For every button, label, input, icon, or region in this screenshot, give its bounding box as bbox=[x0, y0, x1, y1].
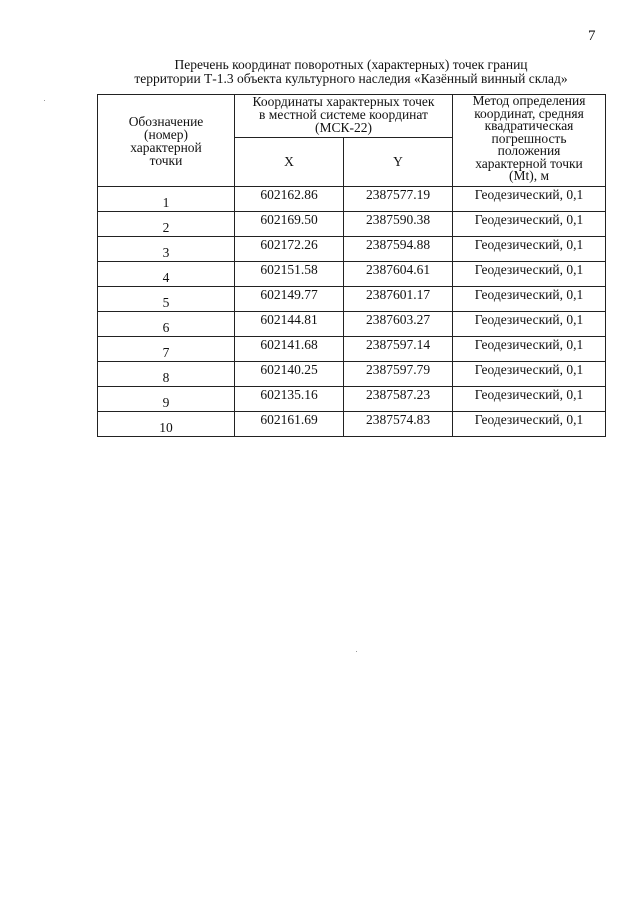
cell-method: Геодезический, 0,1 bbox=[453, 187, 606, 212]
cell-point-number: 4 bbox=[98, 262, 235, 287]
cell-method: Геодезический, 0,1 bbox=[453, 362, 606, 387]
table-row bbox=[98, 412, 606, 437]
cell-x: 602151.58 bbox=[235, 262, 344, 287]
scan-speck bbox=[356, 651, 357, 652]
cell-method: Геодезический, 0,1 bbox=[453, 337, 606, 362]
table-row bbox=[98, 337, 606, 362]
cell-y: 2387574.83 bbox=[344, 412, 453, 437]
header-num-line: характерной bbox=[130, 139, 202, 155]
cell-method: Геодезический, 0,1 bbox=[453, 312, 606, 337]
table-row bbox=[98, 312, 606, 337]
cell-point-number: 2 bbox=[98, 212, 235, 237]
header-method bbox=[453, 95, 606, 187]
cell-point-number: 8 bbox=[98, 362, 235, 387]
cell-y: 2387601.17 bbox=[344, 287, 453, 312]
table-row bbox=[98, 187, 606, 212]
header-method-line: координат, средняя bbox=[474, 105, 584, 121]
cell-method: Геодезический, 0,1 bbox=[453, 387, 606, 412]
cell-y: 2387577.19 bbox=[344, 187, 453, 212]
cell-x: 602140.25 bbox=[235, 362, 344, 387]
cell-x: 602141.68 bbox=[235, 337, 344, 362]
header-coords-line: (МСК-22) bbox=[315, 120, 372, 135]
header-num-line: (номер) bbox=[144, 126, 188, 142]
cell-method: Геодезический, 0,1 bbox=[453, 237, 606, 262]
header-num-line: точки bbox=[149, 152, 183, 168]
header-num-line: Обозначение bbox=[128, 113, 204, 129]
document-title bbox=[96, 58, 606, 86]
cell-x: 602161.69 bbox=[235, 412, 344, 437]
cell-y: 2387604.61 bbox=[344, 262, 453, 287]
cell-y: 2387590.38 bbox=[344, 212, 453, 237]
header-method-line: (Mt), м bbox=[508, 168, 550, 183]
cell-x: 602144.81 bbox=[235, 312, 344, 337]
header-method-line: квадратическая bbox=[484, 118, 574, 133]
cell-point-number: 3 bbox=[98, 237, 235, 262]
table-row bbox=[98, 287, 606, 312]
header-method-line: Метод определения bbox=[472, 93, 586, 108]
header-row-1 bbox=[98, 95, 606, 138]
header-method-line: характерной точки bbox=[475, 155, 583, 171]
header-y: Y bbox=[344, 138, 453, 187]
header-coords-line: Координаты характерных точек bbox=[252, 94, 435, 109]
cell-method: Геодезический, 0,1 bbox=[453, 412, 606, 437]
cell-x: 602162.86 bbox=[235, 187, 344, 212]
header-x: X bbox=[235, 138, 344, 187]
header-method-line: погрешность bbox=[491, 130, 567, 146]
table-row bbox=[98, 237, 606, 262]
cell-x: 602169.50 bbox=[235, 212, 344, 237]
header-method-line: положения bbox=[497, 143, 561, 158]
cell-y: 2387587.23 bbox=[344, 387, 453, 412]
header-coords-line: в местной системе координат bbox=[259, 107, 428, 122]
cell-point-number: 6 bbox=[98, 312, 235, 337]
cell-method: Геодезический, 0,1 bbox=[453, 262, 606, 287]
cell-y: 2387597.14 bbox=[344, 337, 453, 362]
table-row bbox=[98, 387, 606, 412]
coordinates-table bbox=[97, 94, 606, 437]
cell-y: 2387597.79 bbox=[344, 362, 453, 387]
table-body bbox=[98, 187, 606, 437]
cell-point-number: 9 bbox=[98, 387, 235, 412]
title-line-2: территории Т-1.3 объекта культурного наследия «Казённый винный склад» bbox=[134, 71, 568, 86]
header-coordinates bbox=[235, 95, 453, 138]
table-row bbox=[98, 262, 606, 287]
table-header bbox=[98, 95, 606, 187]
header-point-number bbox=[98, 95, 235, 187]
cell-point-number: 1 bbox=[98, 187, 235, 212]
cell-y: 2387603.27 bbox=[344, 312, 453, 337]
page-number: 7 bbox=[588, 28, 596, 44]
cell-x: 602149.77 bbox=[235, 287, 344, 312]
cell-y: 2387594.88 bbox=[344, 237, 453, 262]
cell-point-number: 7 bbox=[98, 337, 235, 362]
cell-method: Геодезический, 0,1 bbox=[453, 212, 606, 237]
cell-point-number: 5 bbox=[98, 287, 235, 312]
title-line-1: Перечень координат поворотных (характерных) точек границ bbox=[174, 57, 528, 72]
scan-speck bbox=[44, 100, 45, 101]
table-row bbox=[98, 212, 606, 237]
cell-method: Геодезический, 0,1 bbox=[453, 287, 606, 312]
cell-x: 602135.16 bbox=[235, 387, 344, 412]
cell-point-number: 10 bbox=[98, 412, 235, 437]
cell-x: 602172.26 bbox=[235, 237, 344, 262]
table-row bbox=[98, 362, 606, 387]
